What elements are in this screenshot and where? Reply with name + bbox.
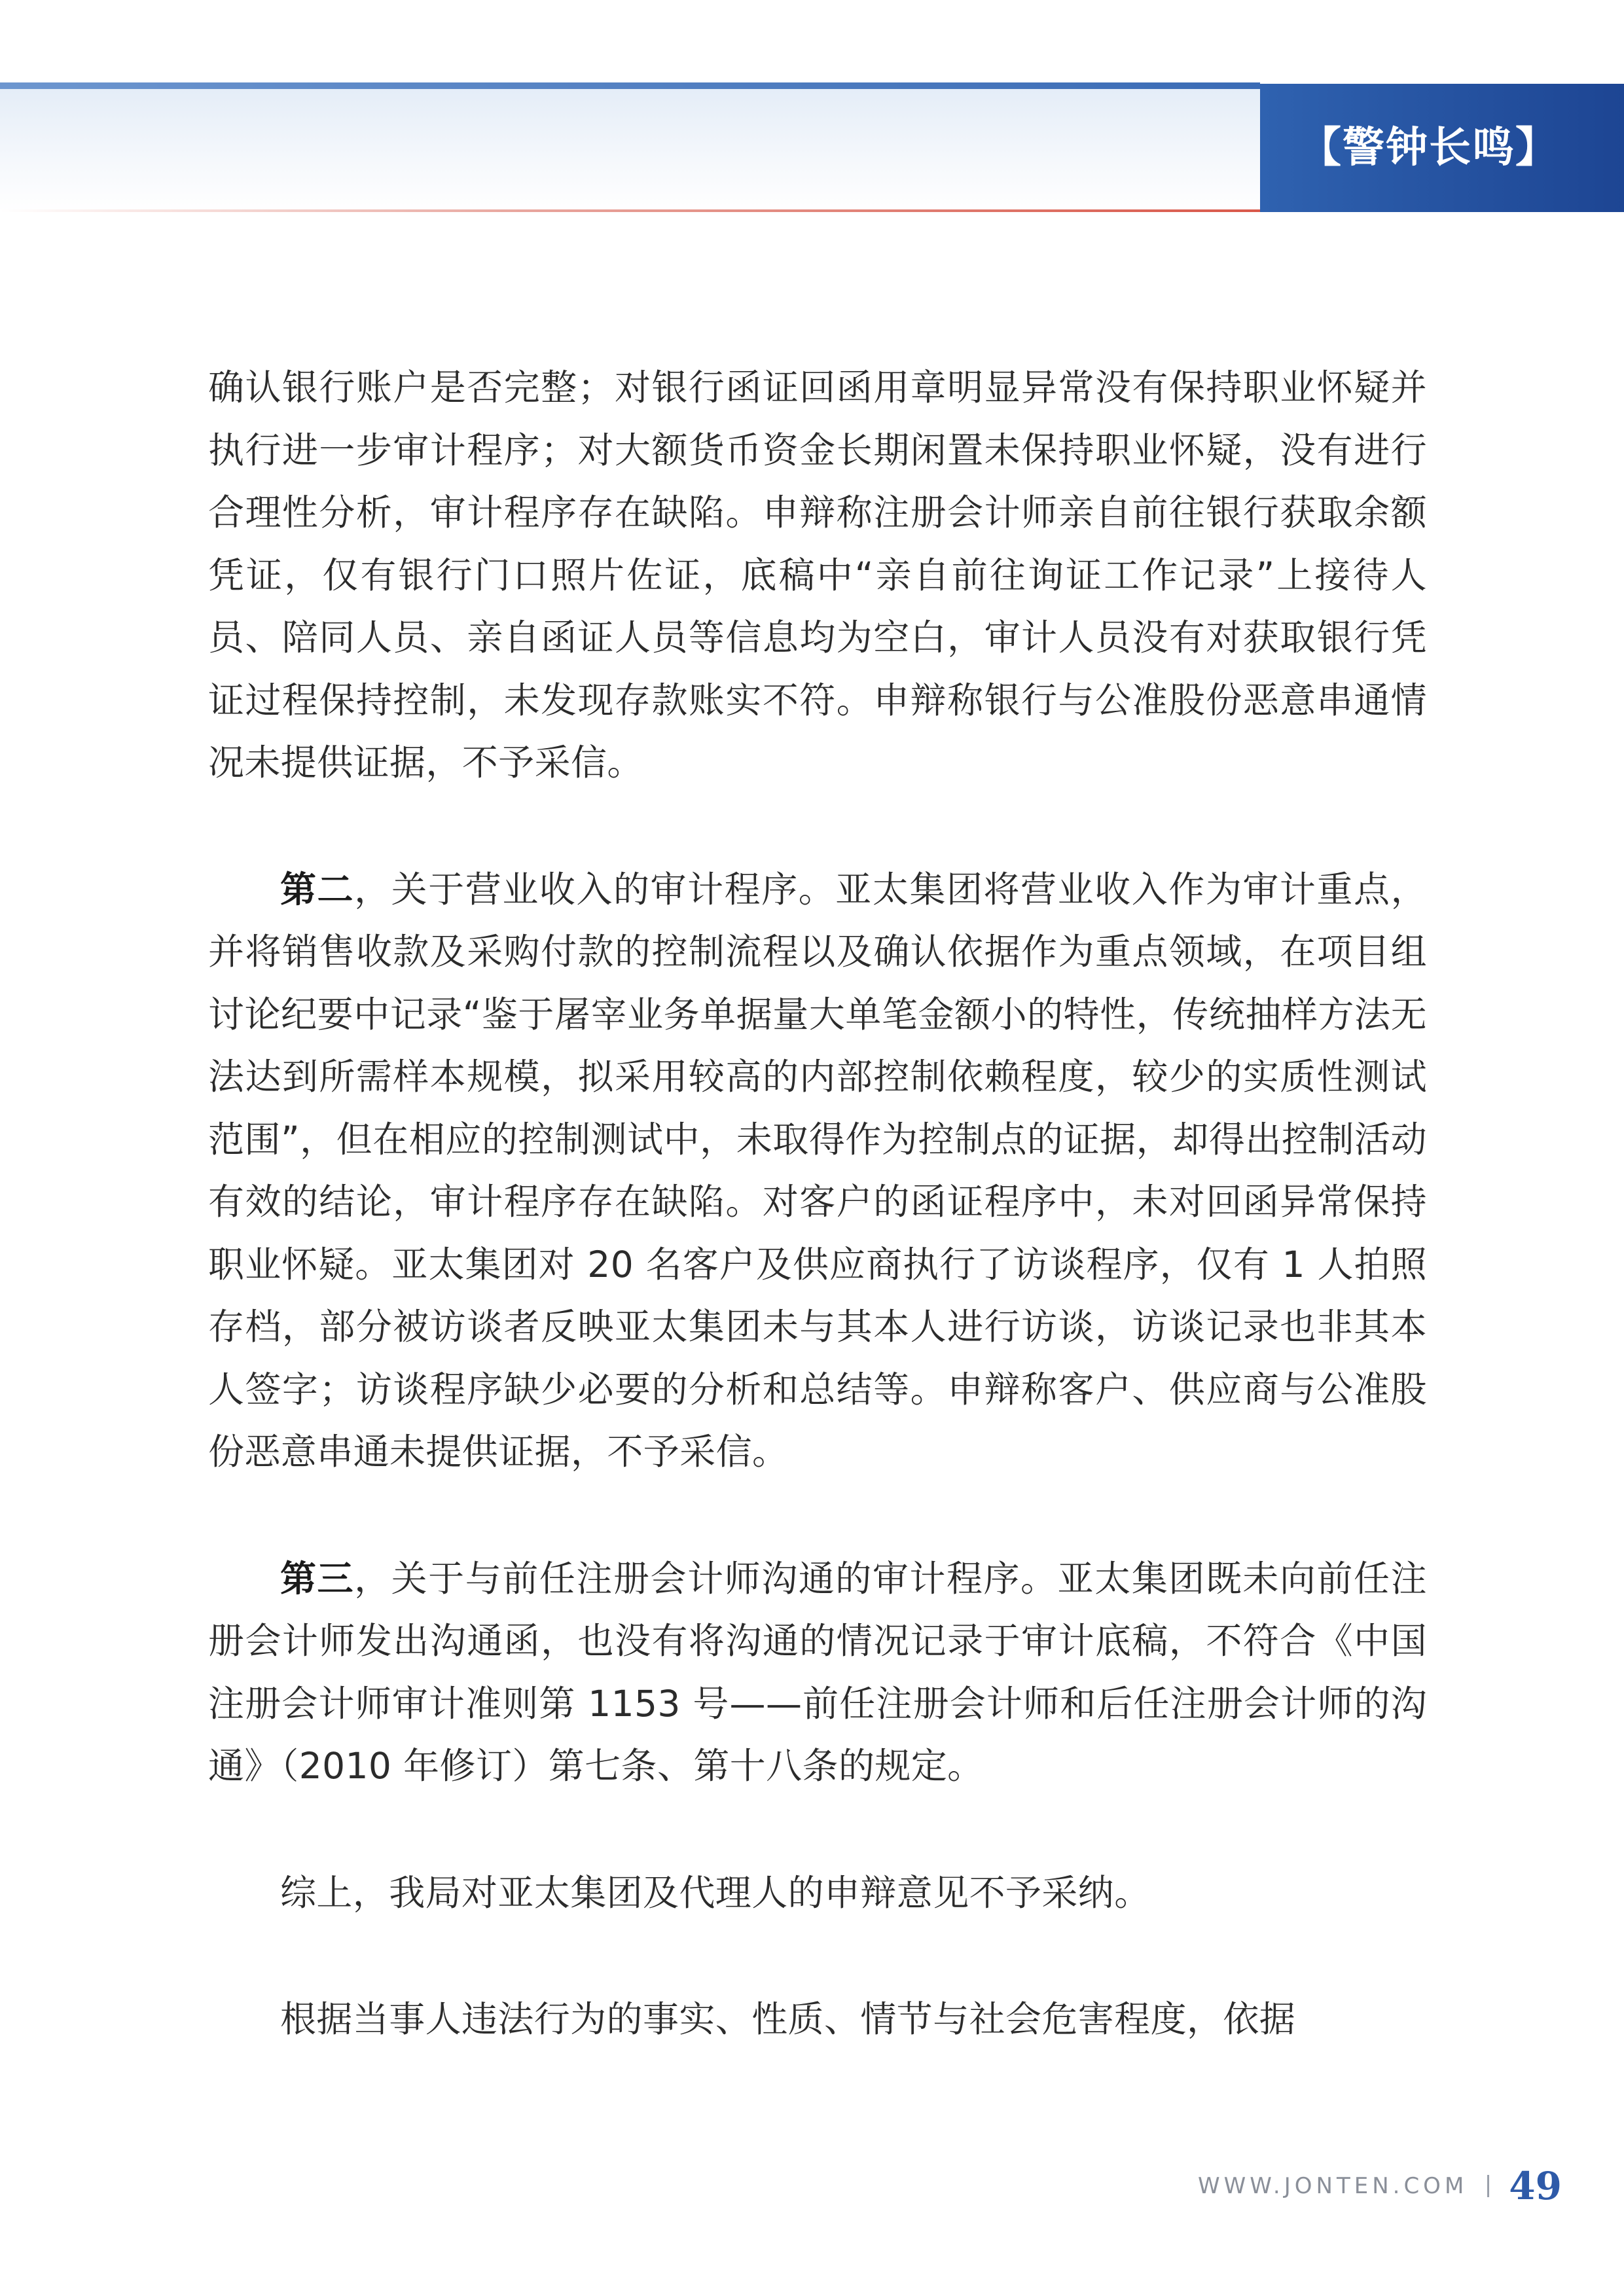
paragraph-1-text: 确认银行账户是否完整；对银行函证回函用章明显异常没有保持职业怀疑并执行进一步审计程序；对大额货币资金长期闲置未保持职业怀疑，没有进行合理性分析，审计程序存在缺陷。申辩称注册会计师亲自前往银行获取余额凭证，仅有银行门口照片佐证，底稿中“亲自前往询证工作记录”上接待人员、陪同人员、亲自函证人员等信息均为空白，审计人员没有对获取银行凭证过程保持控制，未发现存款账实不符。申辩称银行与公准股份恶意串通情况未提供证据，不予采信。: [208, 367, 1427, 783]
page-number: 49: [1509, 2164, 1562, 2208]
footer-divider: [1487, 2175, 1489, 2197]
paragraph-2-lead: 第二: [280, 868, 355, 910]
paragraph-3-lead: 第三: [280, 1557, 355, 1600]
article-body: [208, 357, 1427, 2051]
header-bottom-rule: [0, 209, 1260, 212]
footer-website: WWW.JONTEN.COM: [1197, 2173, 1468, 2199]
page-footer: [1198, 2160, 1562, 2212]
header-top-rule: [0, 82, 1260, 89]
paragraph-4-text: 综上，我局对亚太集团及代理人的申辩意见不予采纳。: [280, 1871, 1151, 1914]
paragraph-2-text: ，关于营业收入的审计程序。亚太集团将营业收入作为审计重点，并将销售收款及采购付款的控制流程以及确认依据作为重点领域，在项目组讨论纪要中记录“鉴于屠宰业务单据量大单笔金额小的特性，传统抽样方法无法达到所需样本规模，拟采用较高的内部控制依赖程度，较少的实质性测试范围”，但在相应的控制测试中，未取得作为控制点的证据，却得出控制活动有效的结论，审计程序存在缺陷。对客户的函证程序中，未对回函异常保持职业怀疑。亚太集团对 20 名客户及供应商执行了访谈程序，仅有 1 人拍照存档，部分被访谈者反映亚太集团未与其本人进行访谈，访谈记录也非其本人签字；访谈程序缺少必要的分析和总结等。申辩称客户、供应商与公准股份恶意串通未提供证据，不予采信。: [208, 868, 1427, 1473]
paragraph-5: [208, 1988, 1427, 2051]
paragraph-2: [208, 859, 1427, 1484]
paragraph-4: [208, 1862, 1427, 1925]
paragraph-3-text: ，关于与前任注册会计师沟通的审计程序。亚太集团既未向前任注册会计师发出沟通函，也没有将沟通的情况记录于审计底稿，不符合《中国注册会计师审计准则第 1153 号——前任注册会计师和后任注册会计师的沟通》（2010 年修订）第七条、第十八条的规定。: [208, 1557, 1427, 1787]
paragraph-3: [208, 1548, 1427, 1798]
header-band: [0, 84, 1260, 211]
paragraph-1: [208, 357, 1427, 795]
section-tag: 【警钟长鸣】: [1260, 84, 1624, 212]
paragraph-5-text: 根据当事人违法行为的事实、性质、情节与社会危害程度，依据: [280, 1998, 1296, 2040]
